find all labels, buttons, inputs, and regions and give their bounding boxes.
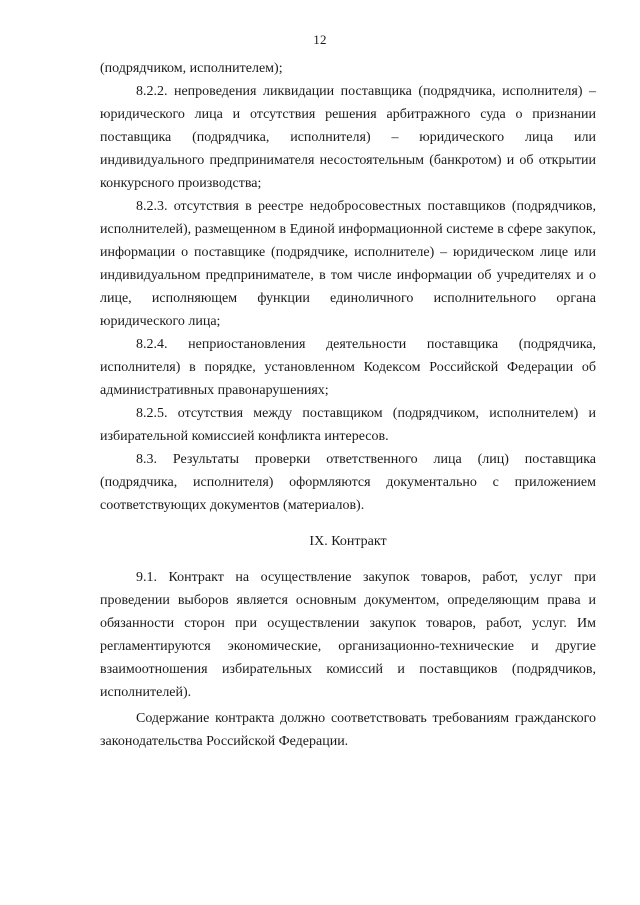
document-body: [100, 57, 596, 753]
section-heading: IX. Контракт: [309, 534, 387, 549]
paragraph-8-2-5: 8.2.5. отсутствия между поставщиком (подрядчиком, исполнителем) и избирательной комиссией конфликта интересов.: [100, 406, 596, 444]
paragraph-continuation: (подрядчиком, исполнителем);: [100, 61, 283, 76]
paragraph-8-2-4: 8.2.4. неприостановления деятельности поставщика (подрядчика, исполнителя) в порядке, установленном Кодексом Российской Федерации об административных правонарушениях;: [100, 337, 596, 398]
paragraph-8-2-3: 8.2.3. отсутствия в реестре недобросовестных поставщиков (подрядчиков, исполнителей), размещенном в Единой информационной системе в сфере закупок, информации о поставщике (подрядчике, исполнителе) – юридическом лице или индивидуальном предпринимателе, в том числе информации об учредителях и о лице, исполняющем функции единоличного исполнительного органа юридического лица;: [100, 199, 596, 329]
paragraph-8-3: 8.3. Результаты проверки ответственного лица (лиц) поставщика (подрядчика, исполнителя) оформляются документально с приложением соответствующих документов (материалов).: [100, 452, 596, 513]
paragraph-9-1: 9.1. Контракт на осуществление закупок товаров, работ, услуг при проведении выборов является основным документом, определяющим права и обязанности сторон при осуществлении закупок товаров, работ, услуг. Им регламентируются экономические, организационно-технические и другие взаимоотношения избирательных комиссий и поставщиков (подрядчиков, исполнителей).: [100, 570, 596, 700]
paragraph-8-2-2: 8.2.2. непроведения ликвидации поставщика (подрядчика, исполнителя) – юридического лица и отсутствия решения арбитражного суда о признании поставщика (подрядчика, исполнителя) – юридического лица или индивидуального предпринимателя несостоятельным (банкротом) и об открытии конкурсного производства;: [100, 84, 596, 191]
page-number: 12: [313, 32, 327, 47]
paragraph-contract-content: Содержание контракта должно соответствовать требованиям гражданского законодательства Российской Федерации.: [100, 711, 596, 749]
